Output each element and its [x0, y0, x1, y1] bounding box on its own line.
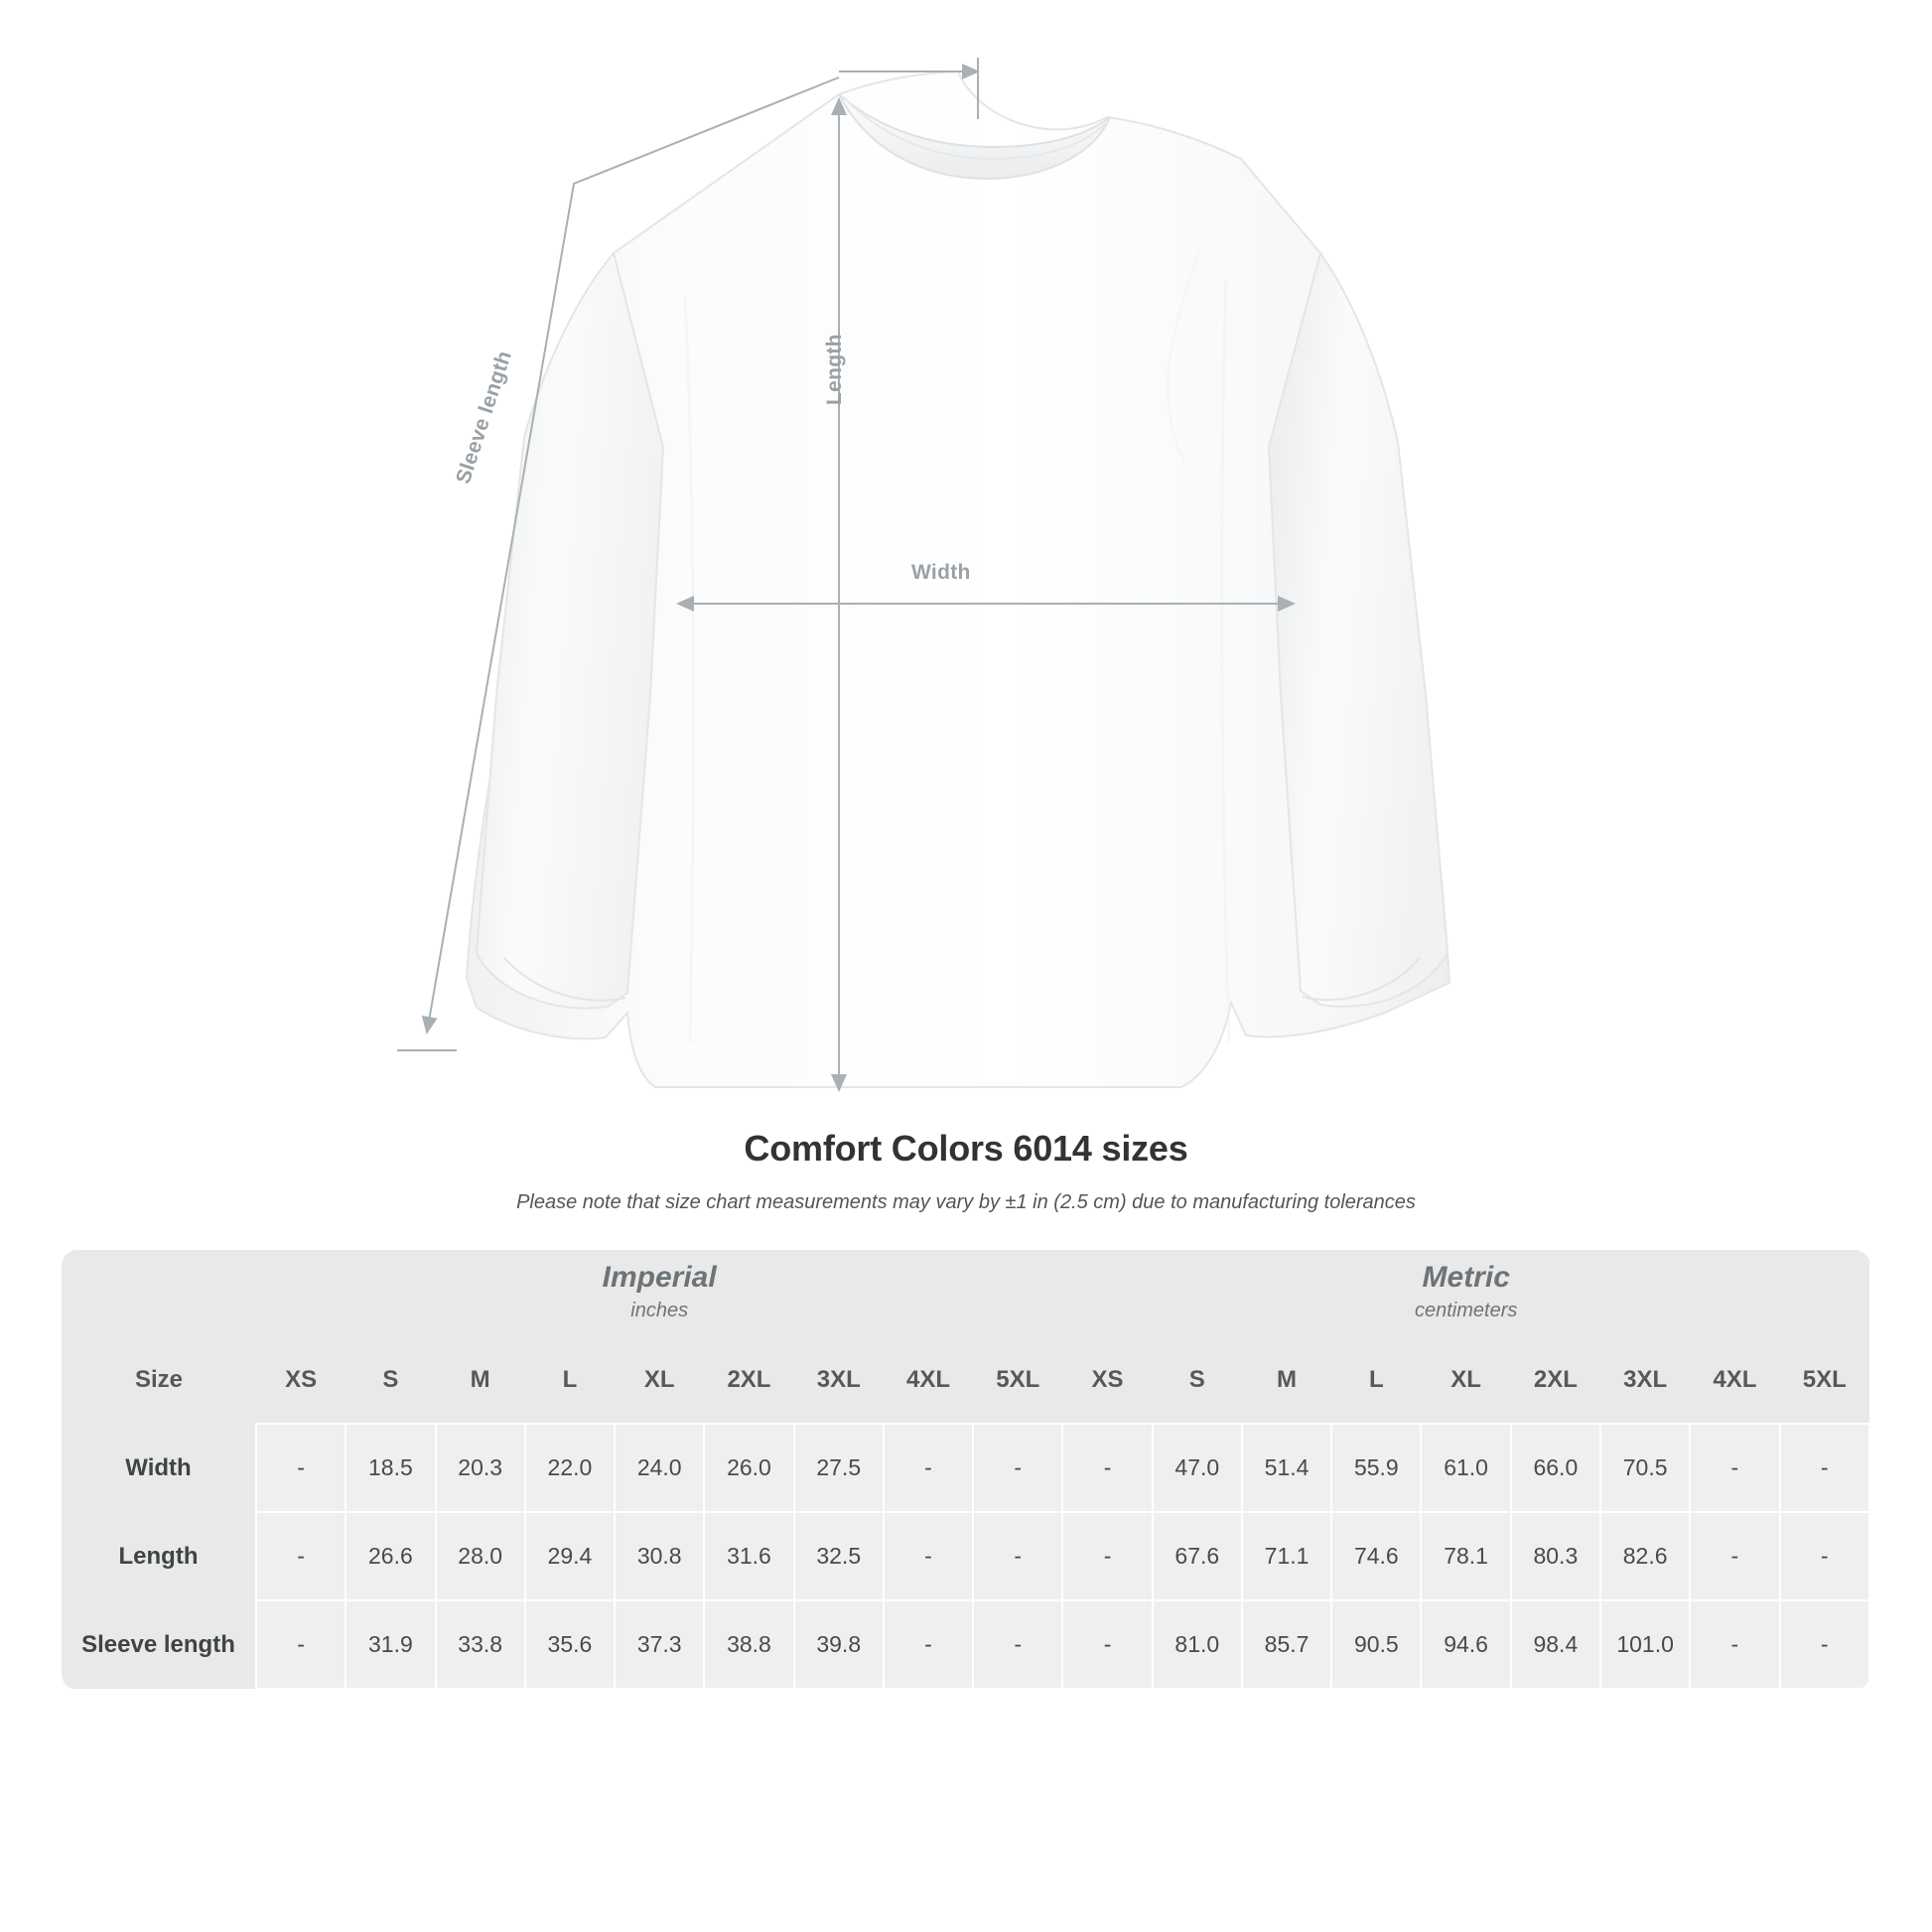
- cell-length-met-6: 82.6: [1600, 1512, 1690, 1600]
- cell-width-imp-6: 27.5: [794, 1424, 884, 1512]
- cell-width-met-8: -: [1780, 1424, 1869, 1512]
- cell-length-imp-1: 26.6: [345, 1512, 435, 1600]
- cell-sleeve-imp-3: 35.6: [525, 1600, 615, 1689]
- cell-length-met-8: -: [1780, 1512, 1869, 1600]
- cell-sleeve-imp-1: 31.9: [345, 1600, 435, 1689]
- right-sleeve-shape: [1269, 253, 1448, 1007]
- cell-sleeve-met-8: -: [1780, 1600, 1869, 1689]
- cell-width-imp-0: -: [256, 1424, 345, 1512]
- cell-sleeve-imp-2: 33.8: [436, 1600, 525, 1689]
- cell-sleeve-met-4: 94.6: [1421, 1600, 1510, 1689]
- size-header-label: Size: [62, 1336, 256, 1424]
- size-header-imp-5: 2XL: [704, 1336, 793, 1424]
- cell-sleeve-met-1: 81.0: [1153, 1600, 1242, 1689]
- cell-width-imp-2: 20.3: [436, 1424, 525, 1512]
- size-header-met-5: 2XL: [1511, 1336, 1600, 1424]
- cell-length-imp-8: -: [973, 1512, 1062, 1600]
- cell-length-met-7: -: [1690, 1512, 1779, 1600]
- size-table: [62, 1250, 1870, 1690]
- size-header-imp-3: L: [525, 1336, 615, 1424]
- size-header-met-3: L: [1331, 1336, 1421, 1424]
- cell-length-imp-5: 31.6: [704, 1512, 793, 1600]
- cell-sleeve-met-5: 98.4: [1511, 1600, 1600, 1689]
- size-header-imp-0: XS: [256, 1336, 345, 1424]
- length-label: Length: [823, 334, 846, 405]
- imperial-subtitle: inches: [630, 1299, 689, 1321]
- cell-sleeve-imp-8: -: [973, 1600, 1062, 1689]
- size-header-imp-2: M: [436, 1336, 525, 1424]
- metric-header: [1062, 1250, 1869, 1336]
- cell-sleeve-imp-7: -: [884, 1600, 973, 1689]
- tolerance-note: Please note that size chart measurements may vary by ±1 in (2.5 cm) due to manufacturing tolerances: [516, 1191, 1416, 1213]
- size-table-wrapper: [62, 1250, 1870, 1690]
- page-title: Comfort Colors 6014 sizes: [744, 1128, 1188, 1169]
- metric-title: Metric: [1422, 1261, 1510, 1295]
- size-header-met-7: 4XL: [1690, 1336, 1779, 1424]
- size-header-imp-4: XL: [615, 1336, 704, 1424]
- cell-length-met-5: 80.3: [1511, 1512, 1600, 1600]
- size-header-met-4: XL: [1421, 1336, 1510, 1424]
- cell-width-imp-7: -: [884, 1424, 973, 1512]
- cell-sleeve-imp-0: -: [256, 1600, 345, 1689]
- table-row: [62, 1424, 1869, 1512]
- sleeve-length-label: Sleeve length: [452, 347, 516, 487]
- cell-length-met-3: 74.6: [1331, 1512, 1421, 1600]
- size-header-met-0: XS: [1062, 1336, 1152, 1424]
- cell-width-met-1: 47.0: [1153, 1424, 1242, 1512]
- size-header-imp-6: 3XL: [794, 1336, 884, 1424]
- imperial-header: [256, 1250, 1062, 1336]
- cell-width-imp-5: 26.0: [704, 1424, 793, 1512]
- size-header-met-2: M: [1242, 1336, 1331, 1424]
- metric-subtitle: centimeters: [1415, 1299, 1518, 1321]
- cell-length-imp-2: 28.0: [436, 1512, 525, 1600]
- cell-length-imp-4: 30.8: [615, 1512, 704, 1600]
- cell-length-met-4: 78.1: [1421, 1512, 1510, 1600]
- cell-width-met-5: 66.0: [1511, 1424, 1600, 1512]
- size-header-row: [62, 1336, 1869, 1424]
- size-header-imp-1: S: [345, 1336, 435, 1424]
- cell-sleeve-imp-6: 39.8: [794, 1600, 884, 1689]
- size-header-imp-7: 4XL: [884, 1336, 973, 1424]
- cell-length-met-2: 71.1: [1242, 1512, 1331, 1600]
- units-blank-cell: [62, 1250, 256, 1336]
- cell-width-imp-3: 22.0: [525, 1424, 615, 1512]
- cell-length-imp-3: 29.4: [525, 1512, 615, 1600]
- size-header-met-8: 5XL: [1780, 1336, 1869, 1424]
- cell-length-met-1: 67.6: [1153, 1512, 1242, 1600]
- cell-length-imp-0: -: [256, 1512, 345, 1600]
- units-row: [62, 1250, 1869, 1336]
- size-header-imp-8: 5XL: [973, 1336, 1062, 1424]
- cell-width-met-3: 55.9: [1331, 1424, 1421, 1512]
- cell-sleeve-met-3: 90.5: [1331, 1600, 1421, 1689]
- width-label: Width: [911, 561, 971, 584]
- cell-width-imp-1: 18.5: [345, 1424, 435, 1512]
- cell-width-imp-4: 24.0: [615, 1424, 704, 1512]
- size-header-met-1: S: [1153, 1336, 1242, 1424]
- cell-length-met-0: -: [1062, 1512, 1152, 1600]
- row-label-width: Width: [62, 1424, 256, 1512]
- cell-width-met-6: 70.5: [1600, 1424, 1690, 1512]
- imperial-title: Imperial: [602, 1261, 717, 1295]
- size-header-met-6: 3XL: [1600, 1336, 1690, 1424]
- table-row: [62, 1600, 1869, 1689]
- cell-width-met-4: 61.0: [1421, 1424, 1510, 1512]
- cell-length-imp-6: 32.5: [794, 1512, 884, 1600]
- cell-sleeve-met-0: -: [1062, 1600, 1152, 1689]
- cell-length-imp-7: -: [884, 1512, 973, 1600]
- cell-sleeve-imp-5: 38.8: [704, 1600, 793, 1689]
- cell-sleeve-imp-4: 37.3: [615, 1600, 704, 1689]
- cell-sleeve-met-6: 101.0: [1600, 1600, 1690, 1689]
- cell-sleeve-met-7: -: [1690, 1600, 1779, 1689]
- table-row: [62, 1512, 1869, 1600]
- cell-sleeve-met-2: 85.7: [1242, 1600, 1331, 1689]
- cell-width-imp-8: -: [973, 1424, 1062, 1512]
- row-label-length: Length: [62, 1512, 256, 1600]
- cell-width-met-0: -: [1062, 1424, 1152, 1512]
- cell-width-met-2: 51.4: [1242, 1424, 1331, 1512]
- cell-width-met-7: -: [1690, 1424, 1779, 1512]
- row-label-sleeve-length: Sleeve length: [62, 1600, 256, 1689]
